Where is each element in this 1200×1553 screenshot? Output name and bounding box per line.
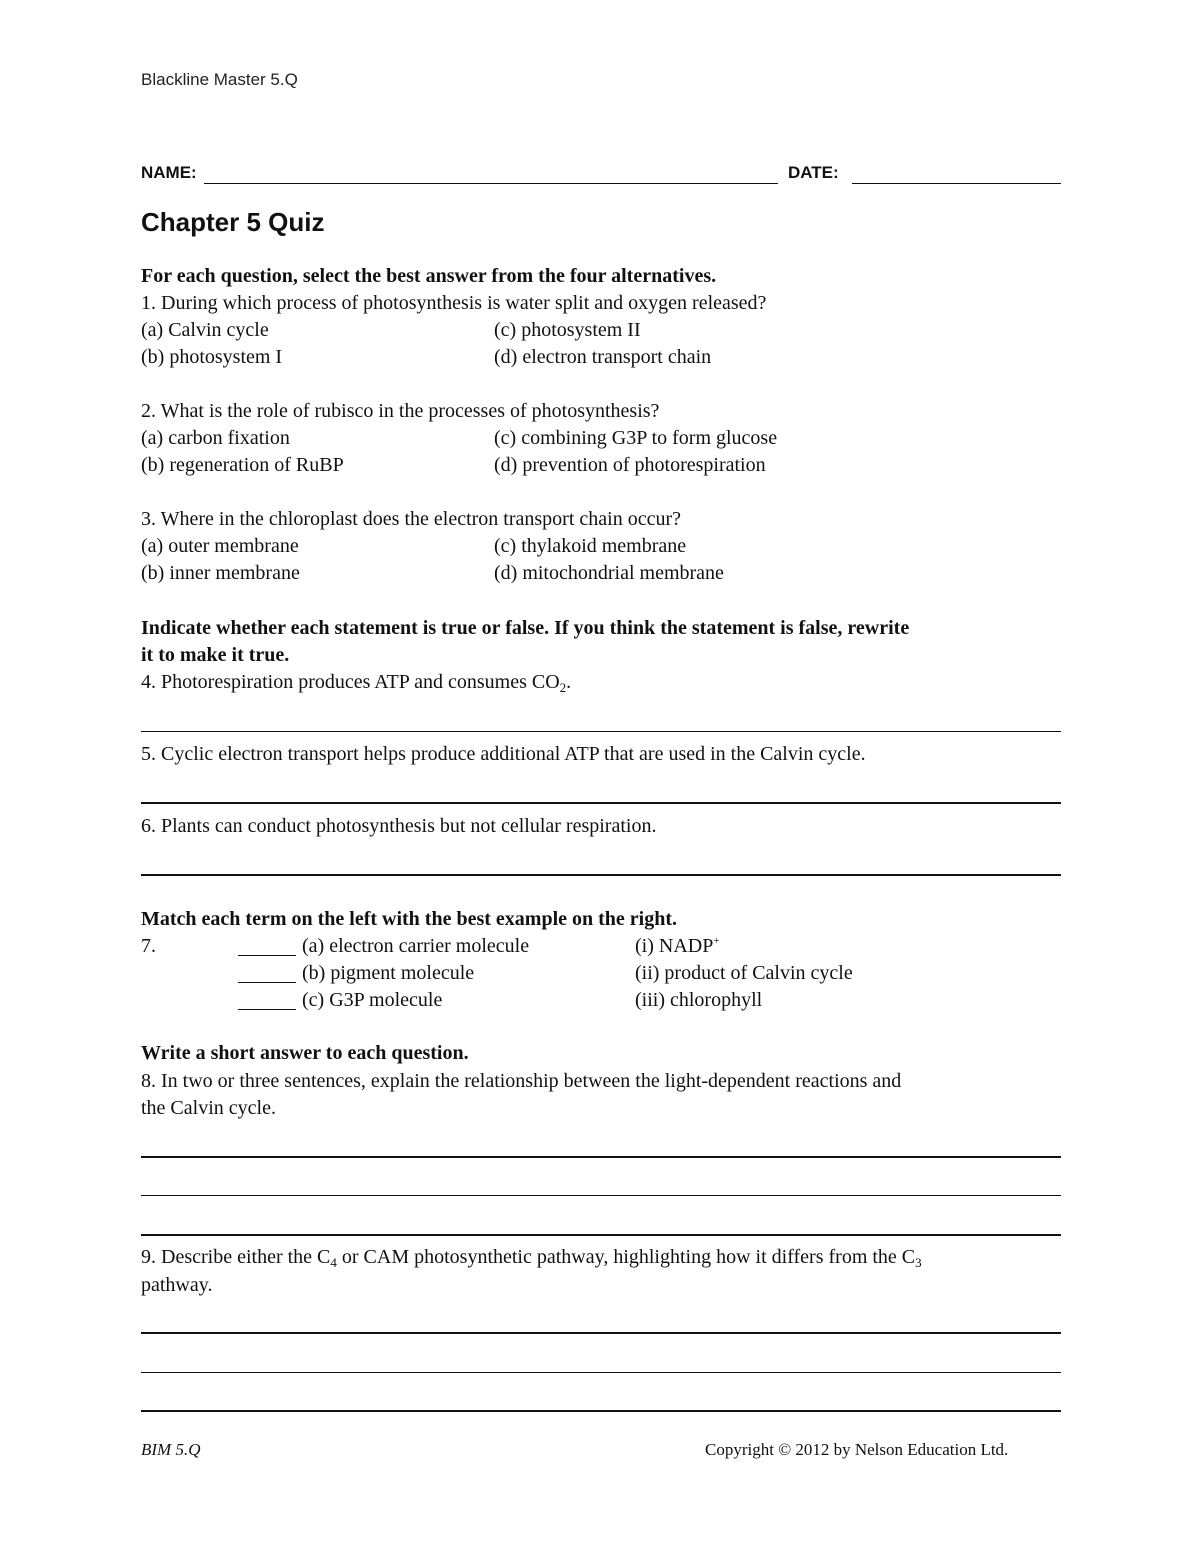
question-4-main: 4. Photorespiration produces ATP and consumes CO (141, 671, 560, 693)
match-example-ii: (ii) product of Calvin cycle (635, 962, 853, 984)
question-1-option-a: (a) Calvin cycle (141, 319, 269, 341)
question-4-subscript: 2 (559, 680, 567, 695)
match-example-i-text: (i) NADP (635, 935, 714, 957)
section2-instruction-line1: Indicate whether each statement is true or false. If you think the statement is false, rewrite (141, 617, 910, 639)
match-example-i-superscript: + (713, 935, 720, 947)
name-label: NAME: (141, 163, 197, 182)
question-1-text: 1. During which process of photosynthesis is water split and oxygen released? (141, 292, 767, 314)
match-blank-a[interactable] (238, 955, 296, 956)
match-example-i (635, 933, 720, 960)
question-6-answer-line[interactable] (141, 874, 1061, 876)
name-field-line[interactable] (204, 183, 778, 184)
match-blank-b[interactable] (238, 982, 296, 983)
question-6-text: 6. Plants can conduct photosynthesis but not cellular respiration. (141, 815, 657, 837)
question-2-text: 2. What is the role of rubisco in the processes of photosynthesis? (141, 400, 660, 422)
question-2-option-c: (c) combining G3P to form glucose (494, 427, 778, 449)
question-4-text (141, 669, 571, 696)
question-2-option-a: (a) carbon fixation (141, 427, 290, 449)
question-4-answer-line[interactable] (141, 731, 1061, 732)
match-term-b: (b) pigment molecule (302, 962, 475, 984)
footer-bim-label: BIM 5.Q (141, 1440, 201, 1459)
question-3-option-c: (c) thylakoid membrane (494, 535, 687, 557)
section2-instruction-line2: it to make it true. (141, 644, 290, 666)
question-4-period: . (566, 671, 572, 693)
question-3-option-d: (d) mitochondrial membrane (494, 562, 724, 584)
question-9-subscript-4: 4 (330, 1255, 337, 1270)
question-9-part2: or CAM photosynthetic pathway, highlighting how it differs from the C (336, 1246, 916, 1268)
match-blank-c[interactable] (238, 1009, 296, 1010)
section3-instruction: Match each term on the left with the best example on the right. (141, 908, 678, 930)
name-date-row (141, 163, 1061, 189)
match-example-iii: (iii) chlorophyll (635, 989, 763, 1011)
question-9-text-line2: pathway. (141, 1274, 213, 1296)
question-1-option-b: (b) photosystem I (141, 346, 283, 368)
question-7-number: 7. (141, 935, 156, 957)
footer-copyright: Copyright © 2012 by Nelson Education Ltd. (705, 1440, 1009, 1459)
question-2-option-b: (b) regeneration of RuBP (141, 454, 344, 476)
question-8-text-line2: the Calvin cycle. (141, 1097, 276, 1119)
question-1-option-c: (c) photosystem II (494, 319, 641, 341)
section4-instruction: Write a short answer to each question. (141, 1042, 469, 1064)
question-9-subscript-3: 3 (915, 1255, 922, 1270)
question-8-text-line1: 8. In two or three sentences, explain the relationship between the light-dependent reactions and (141, 1070, 902, 1092)
blackline-master-label: Blackline Master 5.Q (141, 70, 298, 89)
question-2-option-d: (d) prevention of photorespiration (494, 454, 766, 476)
question-8-answer-line-2[interactable] (141, 1195, 1061, 1196)
date-label: DATE: (788, 163, 839, 182)
question-5-answer-line[interactable] (141, 802, 1061, 804)
question-5-text: 5. Cyclic electron transport helps produce additional ATP that are used in the Calvin cycle. (141, 743, 866, 765)
question-3-text: 3. Where in the chloroplast does the electron transport chain occur? (141, 508, 681, 530)
question-9-part1: 9. Describe either the C (141, 1246, 331, 1268)
question-9-answer-line-1[interactable] (141, 1332, 1061, 1334)
question-3-option-a: (a) outer membrane (141, 535, 299, 557)
question-9-answer-line-3[interactable] (141, 1410, 1061, 1412)
section1-instruction: For each question, select the best answer from the four alternatives. (141, 265, 717, 287)
question-9-answer-line-2[interactable] (141, 1372, 1061, 1373)
question-9-text-line1 (141, 1244, 922, 1271)
date-field-line[interactable] (852, 183, 1061, 184)
match-term-a: (a) electron carrier molecule (302, 935, 530, 957)
page-title: Chapter 5 Quiz (141, 207, 325, 237)
question-1-option-d: (d) electron transport chain (494, 346, 712, 368)
question-8-answer-line-1[interactable] (141, 1156, 1061, 1158)
match-term-c: (c) G3P molecule (302, 989, 443, 1011)
question-3-option-b: (b) inner membrane (141, 562, 300, 584)
question-8-answer-line-3[interactable] (141, 1234, 1061, 1236)
